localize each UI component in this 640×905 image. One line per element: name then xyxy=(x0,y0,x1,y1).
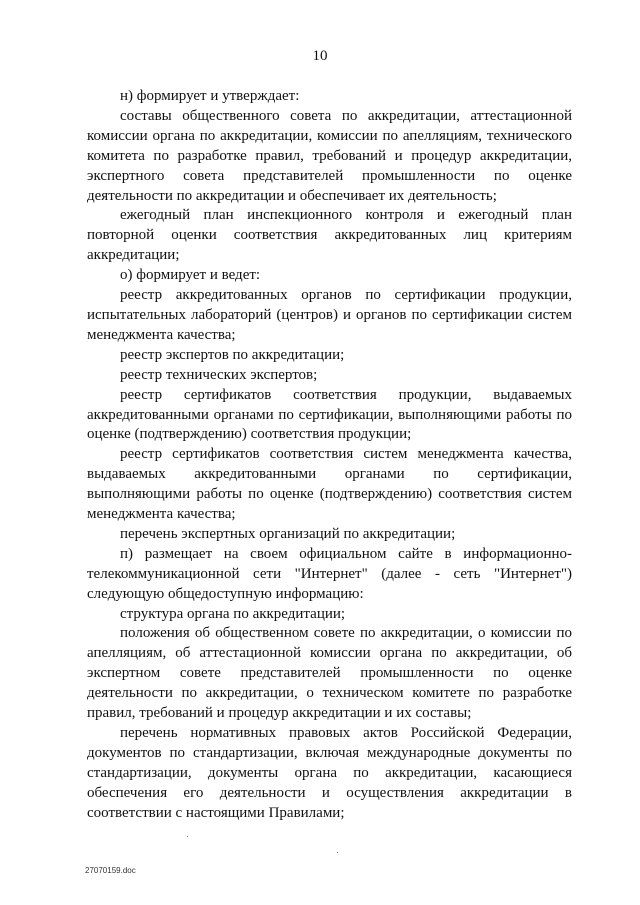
paragraph: ежегодный план инспекционного контроля и ежегодный план повторной оценки соответствия аккредитованных лиц критериям аккредитации; xyxy=(87,207,572,264)
paragraph: составы общественного совета по аккредитации, аттестационной комиссии органа по аккредитации, комиссии по апелляциям, технического комитета по разработке правил, требований и процедур аккредитации, экспертного совета представителей промышленности по оценке деятельности по аккредитации и обеспечивает их деятельность; xyxy=(87,107,572,204)
paragraph: о) формирует и ведет: xyxy=(120,267,261,284)
scan-speck xyxy=(187,836,188,837)
paragraph: положения об общественном совете по аккредитации, о комиссии по апелляциям, об аттестационной комиссии органа по аккредитации, об экспертном совете представителей промышленности по оценке деятельности по аккредитации, о техническом комитете по разработке правил, требований и процедур аккредитации и их составы; xyxy=(87,625,572,722)
paragraph: структура органа по аккредитации; xyxy=(120,605,346,622)
paragraph: перечень экспертных организаций по аккредитации; xyxy=(120,525,456,542)
paragraph: н) формирует и утверждает: xyxy=(120,88,300,104)
paragraph: п) размещает на своем официальном сайте в информационно-телекоммуникационной сети "Интернет" (далее - сеть "Интернет") следующую общедоступную информацию: xyxy=(87,545,572,602)
page-number: 10 xyxy=(312,48,328,64)
scan-speck xyxy=(337,852,338,853)
paragraph: реестр сертификатов соответствия продукции, выдаваемых аккредитованными органами по сертификации, выполняющими работы по оценке (подтверждению) соответствия продукции; xyxy=(87,386,572,443)
paragraph: реестр экспертов по аккредитации; xyxy=(120,346,345,363)
paragraph: перечень нормативных правовых актов Российской Федерации, документов по стандартизации, включая международные документы по стандартизации, документы органа по аккредитации, касающиеся обеспечения его деятельности и осуществления аккредитации в соответствии с настоящими Правилами; xyxy=(87,725,572,821)
file-name-footer: 27070159.doc xyxy=(85,866,136,875)
document-body xyxy=(87,87,572,824)
paragraph: реестр аккредитованных органов по сертификации продукции, испытательных лабораторий (центров) и органов по сертификации систем менеджмента качества; xyxy=(87,287,572,343)
paragraph: реестр сертификатов соответствия систем менеджмента качества, выдаваемых аккредитованными органами по сертификации, выполняющими работы по оценке (подтверждению) соответствия систем менеджмента качества; xyxy=(87,446,572,523)
paragraph: реестр технических экспертов; xyxy=(120,366,318,383)
